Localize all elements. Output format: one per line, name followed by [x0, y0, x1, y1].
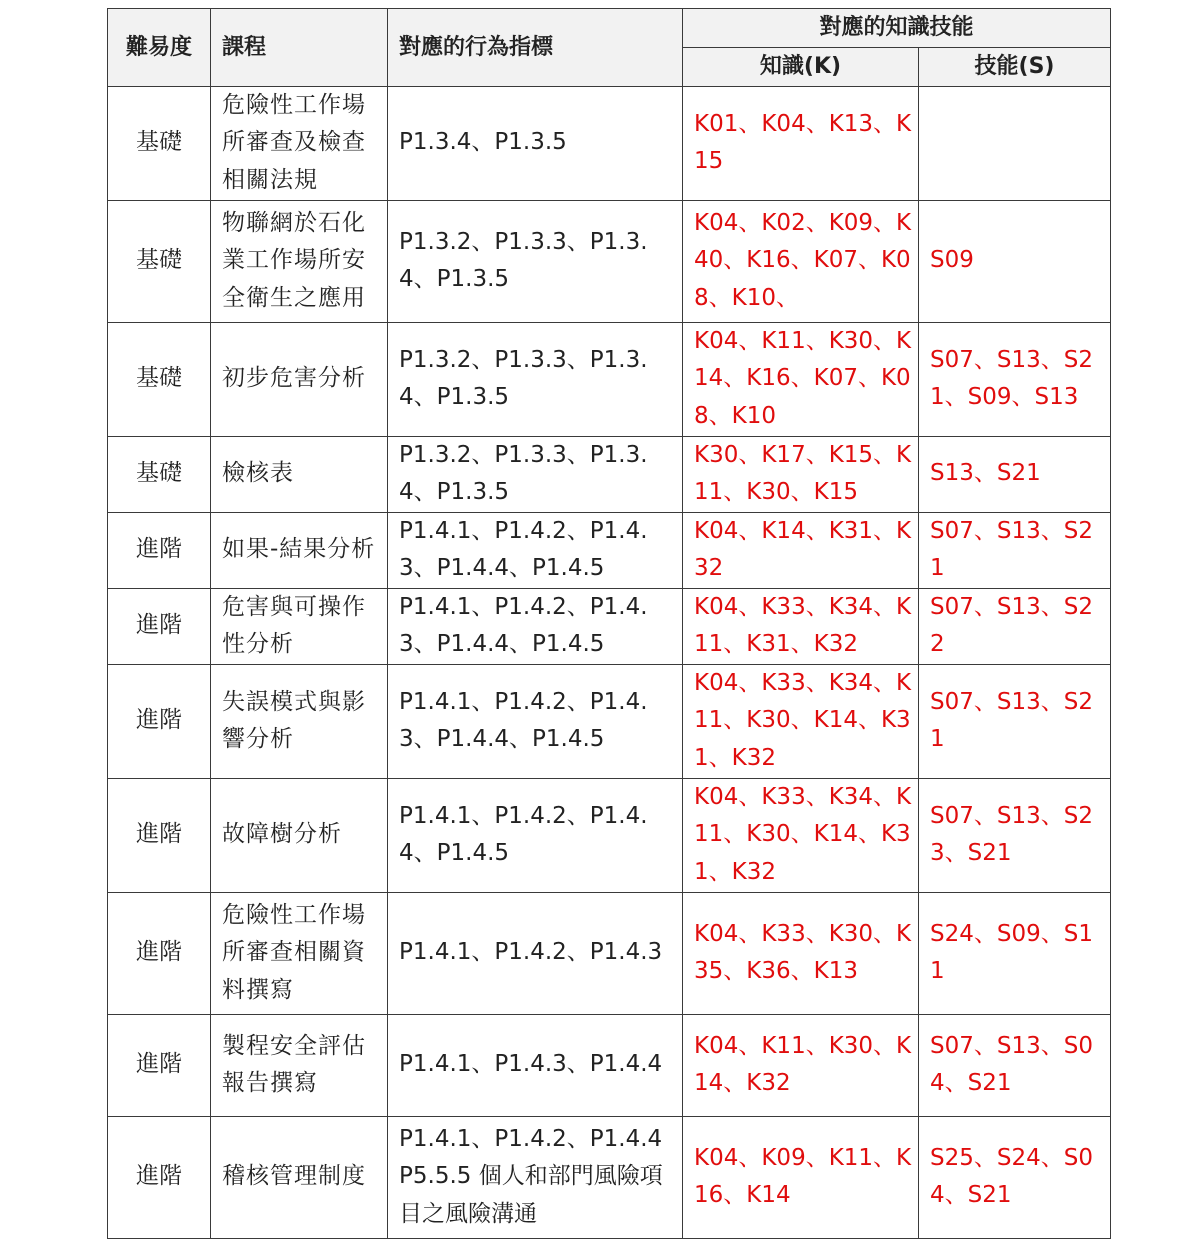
header-knowledge-skill: 對應的知識技能	[683, 9, 1111, 48]
skill-cell: S25、S24、S04、S21	[919, 1116, 1111, 1238]
knowledge-cell: K04、K11、K30、K14、K32	[683, 1014, 919, 1116]
table-row	[108, 86, 1111, 200]
level-cell: 進階	[108, 1116, 211, 1238]
indicator-cell: P1.4.1、P1.4.2、P1.4.3、P1.4.4、P1.4.5	[388, 664, 683, 778]
header-indicator: 對應的行為指標	[388, 9, 683, 87]
table-row	[108, 436, 1111, 512]
knowledge-cell: K30、K17、K15、K11、K30、K15	[683, 436, 919, 512]
course-cell: 危害與可操作性分析	[211, 588, 388, 664]
course-cell: 危險性工作場所審查相關資料撰寫	[211, 892, 388, 1014]
table-row	[108, 664, 1111, 778]
indicator-cell: P1.3.2、P1.3.3、P1.3.4、P1.3.5	[388, 200, 683, 322]
course-cell: 檢核表	[211, 436, 388, 512]
course-cell: 物聯網於石化業工作場所安全衛生之應用	[211, 200, 388, 322]
skill-cell: S07、S13、S21	[919, 512, 1111, 588]
course-cell: 故障樹分析	[211, 778, 388, 892]
table-row	[108, 778, 1111, 892]
skill-cell: S09	[919, 200, 1111, 322]
course-cell: 如果-結果分析	[211, 512, 388, 588]
indicator-cell: P1.4.1、P1.4.2、P1.4.4 P5.5.5 個人和部門風險項目之風險溝通	[388, 1116, 683, 1238]
header-skill: 技能(S)	[919, 47, 1111, 86]
competency-mapping-table	[107, 8, 1111, 1239]
indicator-cell: P1.3.2、P1.3.3、P1.3.4、P1.3.5	[388, 322, 683, 436]
table-row	[108, 512, 1111, 588]
skill-cell: S07、S13、S21、S09、S13	[919, 322, 1111, 436]
level-cell: 進階	[108, 1014, 211, 1116]
knowledge-cell: K04、K33、K34、K11、K30、K14、K31、K32	[683, 778, 919, 892]
indicator-cell: P1.3.2、P1.3.3、P1.3.4、P1.3.5	[388, 436, 683, 512]
level-cell: 基礎	[108, 200, 211, 322]
course-cell: 失誤模式與影響分析	[211, 664, 388, 778]
skill-cell: S07、S13、S21	[919, 664, 1111, 778]
table-body	[108, 86, 1111, 1238]
table-header	[108, 9, 1111, 87]
knowledge-cell: K04、K33、K34、K11、K31、K32	[683, 588, 919, 664]
table-row	[108, 322, 1111, 436]
indicator-cell: P1.4.1、P1.4.2、P1.4.3、P1.4.4、P1.4.5	[388, 588, 683, 664]
level-cell: 進階	[108, 778, 211, 892]
indicator-cell: P1.4.1、P1.4.2、P1.4.3、P1.4.4、P1.4.5	[388, 512, 683, 588]
level-cell: 基礎	[108, 86, 211, 200]
skill-cell: S07、S13、S22	[919, 588, 1111, 664]
knowledge-cell: K04、K02、K09、K40、K16、K07、K08、K10、	[683, 200, 919, 322]
level-cell: 基礎	[108, 322, 211, 436]
knowledge-cell: K04、K11、K30、K14、K16、K07、K08、K10	[683, 322, 919, 436]
skill-cell	[919, 86, 1111, 200]
level-cell: 進階	[108, 892, 211, 1014]
course-cell: 危險性工作場所審查及檢查相關法規	[211, 86, 388, 200]
knowledge-cell: K01、K04、K13、K15	[683, 86, 919, 200]
indicator-cell: P1.4.1、P1.4.3、P1.4.4	[388, 1014, 683, 1116]
knowledge-cell: K04、K09、K11、K16、K14	[683, 1116, 919, 1238]
level-cell: 基礎	[108, 436, 211, 512]
table-row	[108, 892, 1111, 1014]
skill-cell: S13、S21	[919, 436, 1111, 512]
course-cell: 初步危害分析	[211, 322, 388, 436]
level-cell: 進階	[108, 512, 211, 588]
indicator-cell: P1.4.1、P1.4.2、P1.4.3	[388, 892, 683, 1014]
indicator-cell: P1.3.4、P1.3.5	[388, 86, 683, 200]
knowledge-cell: K04、K14、K31、K32	[683, 512, 919, 588]
course-cell: 稽核管理制度	[211, 1116, 388, 1238]
table-row	[108, 200, 1111, 322]
knowledge-cell: K04、K33、K34、K11、K30、K14、K31、K32	[683, 664, 919, 778]
course-cell: 製程安全評估報告撰寫	[211, 1014, 388, 1116]
level-cell: 進階	[108, 664, 211, 778]
header-knowledge: 知識(K)	[683, 47, 919, 86]
table-row	[108, 1116, 1111, 1238]
header-level: 難易度	[108, 9, 211, 87]
indicator-cell: P1.4.1、P1.4.2、P1.4.4、P1.4.5	[388, 778, 683, 892]
table-row	[108, 588, 1111, 664]
skill-cell: S07、S13、S04、S21	[919, 1014, 1111, 1116]
level-cell: 進階	[108, 588, 211, 664]
skill-cell: S07、S13、S23、S21	[919, 778, 1111, 892]
header-course: 課程	[211, 9, 388, 87]
knowledge-cell: K04、K33、K30、K35、K36、K13	[683, 892, 919, 1014]
table-row	[108, 1014, 1111, 1116]
skill-cell: S24、S09、S11	[919, 892, 1111, 1014]
